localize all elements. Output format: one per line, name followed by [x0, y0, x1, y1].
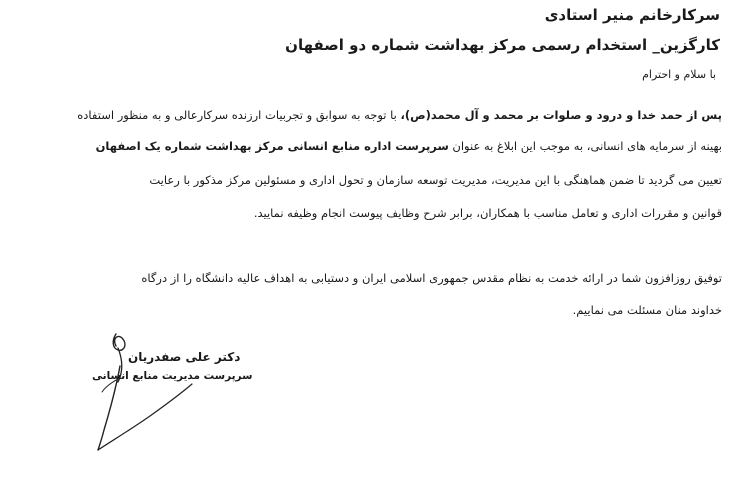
subject-line: کارگزین_ استخدام رسمی مرکز بهداشت شماره دو اصفهان	[285, 36, 720, 54]
body-line-1	[77, 108, 722, 122]
body-line-1-bold: پس از حمد خدا و درود و صلوات بر محمد و آل محمد(ص)،	[400, 108, 722, 122]
recipient-line: سرکارخانم منیر استادی	[544, 6, 720, 24]
signature-scribble	[82, 326, 202, 458]
body-line-2-start: بهینه از سرمایه های انسانی، به موجب این ابلاغ به عنوان	[448, 139, 722, 153]
body-line-4: قوانین و مقررات اداری و تعامل مناسب با همکاران، برابر شرح وظایف پیوست انجام وظیفه نمایید.	[253, 206, 722, 220]
greeting-line: با سلام و احترام	[642, 68, 716, 81]
body-line-2	[96, 139, 722, 153]
body-line-3: تعیین می گردید تا ضمن هماهنگی با این مدیریت، مدیریت توسعه سازمان و تحول اداری و مسئولین مرکز مذکور با رعایت	[149, 173, 722, 187]
body-line-2-bold: سرپرست اداره منابع انسانی مرکز بهداشت شماره یک اصفهان	[95, 139, 449, 153]
closing-line-1: توفیق روزافزون شما در ارائه خدمت به نظام مقدس جمهوری اسلامی ایران و دستیابی به اهداف عالیه دانشگاه را از درگاه	[141, 271, 722, 285]
signature-name: دکتر علی صفدریان	[128, 350, 241, 364]
body-line-1-rest: با توجه به سوابق و تجربیات ارزنده سرکارعالی و به منظور استفاده	[77, 108, 401, 122]
signature-title: سرپرست مدیریت منابع انسانی	[92, 370, 253, 382]
closing-line-2: خداوند منان مسئلت می نماییم.	[572, 303, 722, 317]
